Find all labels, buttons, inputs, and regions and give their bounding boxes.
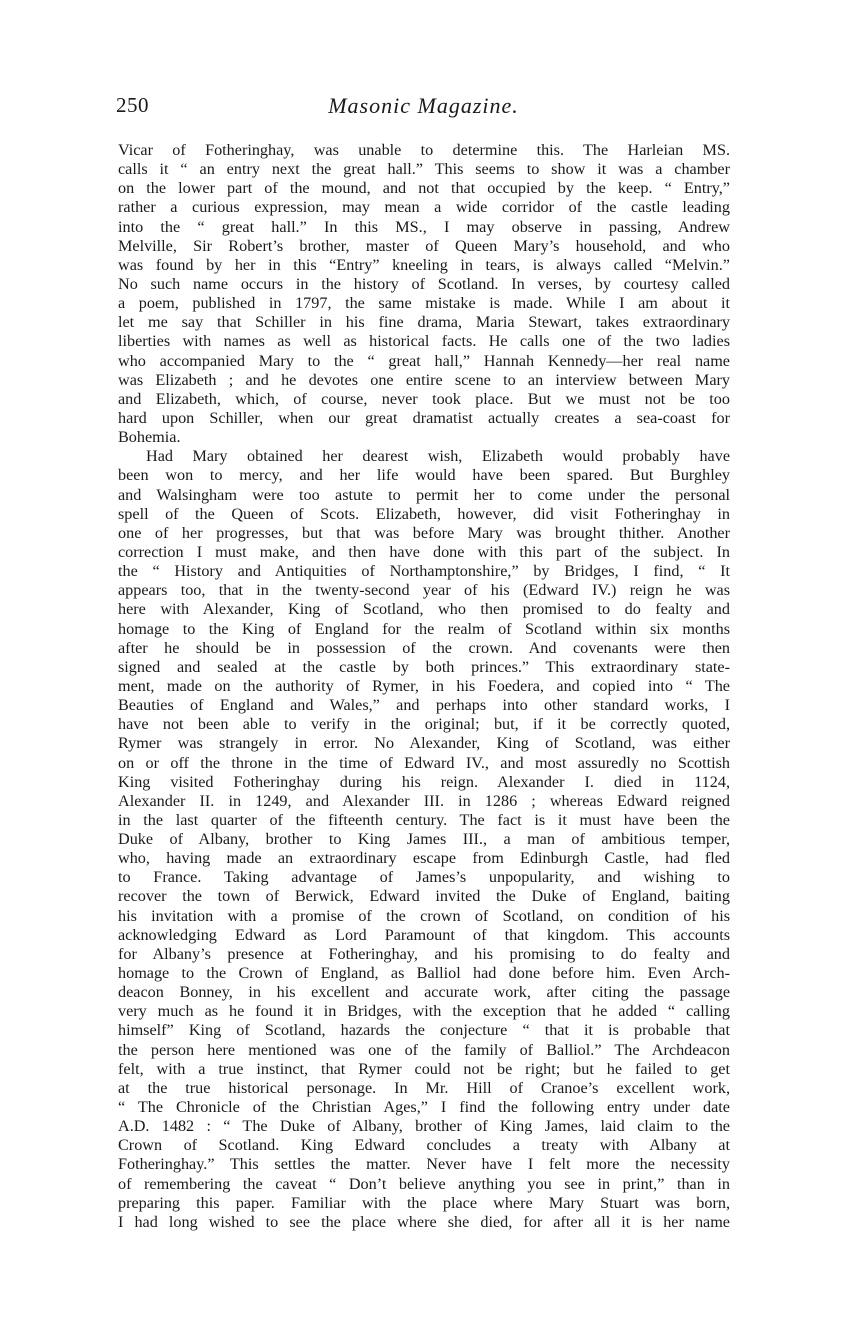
text-line: liberties with names as well as historical facts. He calls one of the two ladies (118, 332, 730, 351)
text-line: hard upon Schiller, when our great dramatist actually creates a sea-coast for (118, 408, 730, 427)
text-line: A.D. 1482 : “ The Duke of Albany, brother of King James, laid claim to the (118, 1117, 730, 1136)
text-line: Beauties of England and Wales,” and perhaps into other standard works, I (118, 696, 730, 715)
text-line: homage to the King of England for the realm of Scotland within six months (118, 619, 730, 638)
text-line: and Elizabeth, which, of course, never took place. But we must not be too (118, 389, 730, 408)
text-line: signed and sealed at the castle by both princes.” This extraordinary state- (118, 657, 730, 676)
text-line: “ The Chronicle of the Christian Ages,” I find the following entry under date (118, 1098, 730, 1117)
text-line: of remembering the caveat “ Don’t believe anything you see in print,” than in (118, 1174, 730, 1193)
text-line: very much as he found it in Bridges, with the exception that he added “ calling (118, 1002, 730, 1021)
text-line: here with Alexander, King of Scotland, who then promised to do fealty and (118, 600, 730, 619)
text-line: ment, made on the authority of Rymer, in his Foedera, and copied into “ The (118, 676, 730, 695)
page-number: 250 (116, 93, 149, 117)
text-line: for Albany’s presence at Fotheringhay, and his promising to do fealty and (118, 944, 730, 963)
text-line: recover the town of Berwick, Edward invited the Duke of England, baiting (118, 887, 730, 906)
text-line: preparing this paper. Familiar with the place where Mary Stuart was born, (118, 1193, 730, 1212)
text-line: himself” King of Scotland, hazards the conjecture “ that it is probable that (118, 1021, 730, 1040)
text-line: Bohemia. (118, 428, 181, 447)
text-line: at the true historical personage. In Mr. Hill of Cranoe’s excellent work, (118, 1078, 730, 1097)
running-head (0, 93, 847, 125)
text-line: deacon Bonney, in his excellent and accurate work, after citing the passage (118, 983, 730, 1002)
text-line: appears too, that in the twenty-second year of his (Edward IV.) reign he was (118, 581, 730, 600)
body-text (118, 141, 730, 1232)
text-line: King visited Fotheringhay during his reign. Alexander I. died in 1124, (118, 772, 730, 791)
text-line: after he should be in possession of the crown. And covenants were then (118, 638, 730, 657)
text-line: have not been able to verify in the original; but, if it be correctly quoted, (118, 715, 730, 734)
text-line: homage to the Crown of England, as Balliol had done before him. Even Arch- (118, 964, 730, 983)
text-line: a poem, published in 1797, the same mistake is made. While I am about it (118, 294, 730, 313)
text-line: on the lower part of the mound, and not that occupied by the keep. “ Entry,” (118, 179, 730, 198)
text-line: who, having made an extraordinary escape from Edinburgh Castle, had fled (118, 849, 730, 868)
paragraph (118, 447, 730, 1232)
text-line: Vicar of Fotheringhay, was unable to determine this. The Harleian MS. (118, 141, 730, 159)
text-line: in the last quarter of the fifteenth century. The fact is it must have been the (118, 810, 730, 829)
text-line: the person here mentioned was one of the family of Balliol.” The Archdeacon (118, 1040, 730, 1059)
text-line: I had long wished to see the place where she died, for after all it is her name (118, 1212, 730, 1231)
text-line: the “ History and Antiquities of Northamptonshire,” by Bridges, I find, “ It (118, 562, 730, 581)
text-line: Had Mary obtained her dearest wish, Elizabeth would probably have (146, 447, 730, 466)
text-line: Duke of Albany, brother to King James III., a man of ambitious temper, (118, 830, 730, 849)
text-line: was found by her in this “Entry” kneeling in tears, is always called “Melvin.” (118, 255, 730, 274)
text-line: one of her progresses, but that was before Mary was brought thither. Another (118, 523, 730, 542)
text-line: to France. Taking advantage of James’s unpopularity, and wishing to (118, 868, 730, 887)
journal-title: Masonic Magazine. (328, 93, 519, 118)
paragraph (118, 141, 730, 447)
text-line: spell of the Queen of Scots. Elizabeth, however, did visit Fotheringhay in (118, 504, 730, 523)
text-line: into the “ great hall.” In this MS., I may observe in passing, Andrew (118, 217, 730, 236)
text-line: let me say that Schiller in his fine drama, Maria Stewart, takes extraordinary (118, 313, 730, 332)
text-line: calls it “ an entry next the great hall.” This seems to show it was a chamber (118, 160, 730, 179)
text-line: correction I must make, and then have done with this part of the subject. In (118, 542, 730, 561)
text-line: and Walsingham were too astute to permit her to come under the personal (118, 485, 730, 504)
text-line: who accompanied Mary to the “ great hall,” Hannah Kennedy—her real name (118, 351, 730, 370)
text-line: was Elizabeth ; and he devotes one entire scene to an interview between Mary (118, 370, 730, 389)
text-line: acknowledging Edward as Lord Paramount of that kingdom. This accounts (118, 925, 730, 944)
text-line: Rymer was strangely in error. No Alexander, King of Scotland, was either (118, 734, 730, 753)
text-line: felt, with a true instinct, that Rymer could not be right; but he failed to get (118, 1059, 730, 1078)
text-line: been won to mercy, and her life would have been spared. But Burghley (118, 466, 730, 485)
text-line: rather a curious expression, may mean a wide corridor of the castle leading (118, 198, 730, 217)
text-line: Melville, Sir Robert’s brother, master of Queen Mary’s household, and who (118, 236, 730, 255)
text-line: No such name occurs in the history of Scotland. In verses, by courtesy called (118, 274, 730, 293)
text-line: on or off the throne in the time of Edward IV., and most assuredly no Scottish (118, 753, 730, 772)
text-line: his invitation with a promise of the crown of Scotland, on condition of his (118, 906, 730, 925)
text-line: Crown of Scotland. King Edward concludes a treaty with Albany at (118, 1136, 730, 1155)
text-line: Fotheringhay.” This settles the matter. Never have I felt more the necessity (118, 1155, 730, 1174)
text-line: Alexander II. in 1249, and Alexander III. in 1286 ; whereas Edward reigned (118, 791, 730, 810)
